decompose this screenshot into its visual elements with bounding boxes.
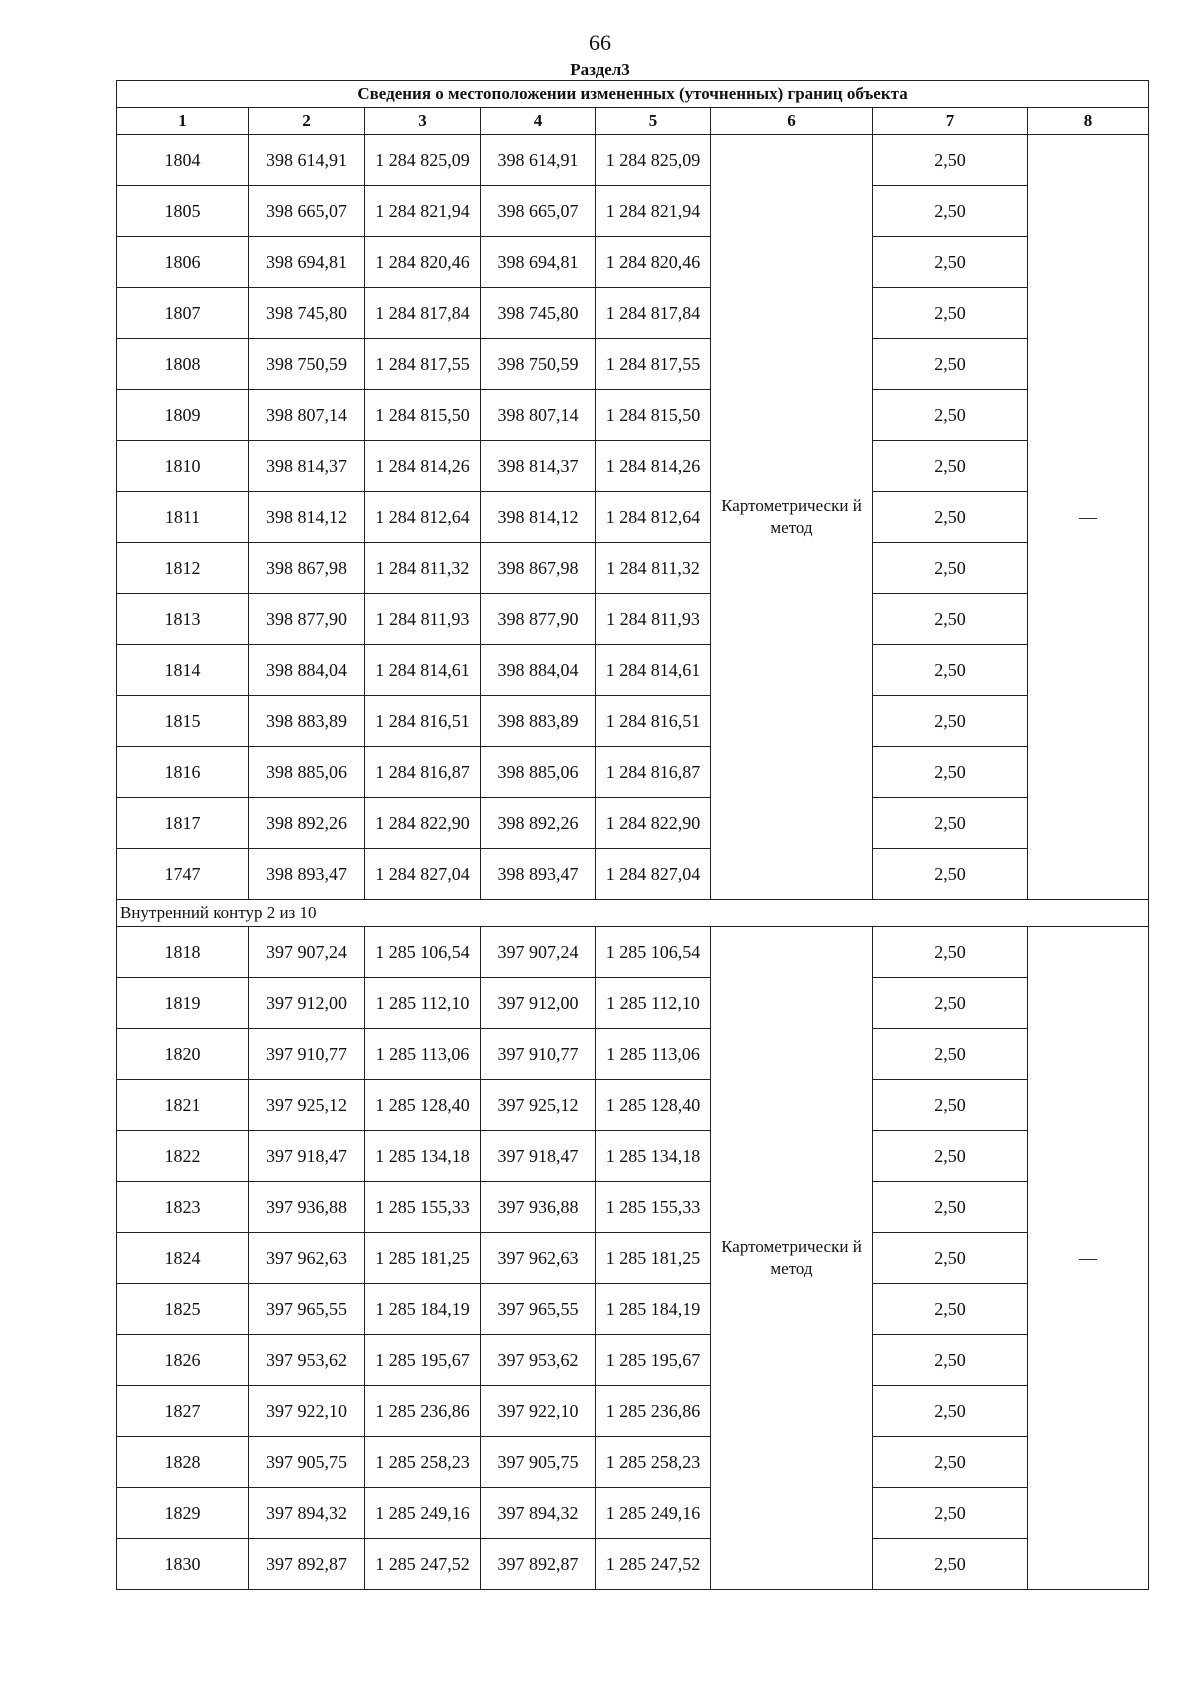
- accuracy-cell: 2,50: [873, 747, 1028, 798]
- note-cell: —: [1028, 927, 1149, 1590]
- y-old-cell: 1 284 816,87: [365, 747, 481, 798]
- x-new-cell: 398 814,37: [481, 441, 596, 492]
- x-new-cell: 397 962,63: [481, 1233, 596, 1284]
- y-new-cell: 1 285 195,67: [596, 1335, 711, 1386]
- point-number-cell: 1814: [117, 645, 249, 696]
- y-new-cell: 1 284 816,51: [596, 696, 711, 747]
- accuracy-cell: 2,50: [873, 1284, 1028, 1335]
- y-old-cell: 1 284 814,61: [365, 645, 481, 696]
- column-number: 3: [365, 108, 481, 135]
- y-new-cell: 1 284 821,94: [596, 186, 711, 237]
- column-number: 6: [711, 108, 873, 135]
- column-number-row: [117, 108, 1149, 135]
- y-old-cell: 1 285 181,25: [365, 1233, 481, 1284]
- table-caption: Сведения о местоположении измененных (уточненных) границ объекта: [117, 81, 1149, 108]
- table-row: [117, 927, 1149, 978]
- table-row: [117, 543, 1149, 594]
- y-new-cell: 1 285 184,19: [596, 1284, 711, 1335]
- accuracy-cell: 2,50: [873, 696, 1028, 747]
- x-old-cell: 398 750,59: [249, 339, 365, 390]
- table-row: [117, 288, 1149, 339]
- y-new-cell: 1 284 811,32: [596, 543, 711, 594]
- table-row: [117, 1233, 1149, 1284]
- accuracy-cell: 2,50: [873, 1437, 1028, 1488]
- point-number-cell: 1807: [117, 288, 249, 339]
- table-row: [117, 798, 1149, 849]
- y-old-cell: 1 284 817,84: [365, 288, 481, 339]
- table-row: [117, 1488, 1149, 1539]
- accuracy-cell: 2,50: [873, 978, 1028, 1029]
- method-cell: Картометрически й метод: [711, 135, 873, 900]
- point-number-cell: 1806: [117, 237, 249, 288]
- x-new-cell: 398 893,47: [481, 849, 596, 900]
- y-new-cell: 1 285 181,25: [596, 1233, 711, 1284]
- x-old-cell: 398 614,91: [249, 135, 365, 186]
- x-new-cell: 398 883,89: [481, 696, 596, 747]
- y-new-cell: 1 284 817,55: [596, 339, 711, 390]
- x-old-cell: 397 965,55: [249, 1284, 365, 1335]
- point-number-cell: 1823: [117, 1182, 249, 1233]
- x-new-cell: 397 910,77: [481, 1029, 596, 1080]
- point-number-cell: 1809: [117, 390, 249, 441]
- accuracy-cell: 2,50: [873, 1029, 1028, 1080]
- accuracy-cell: 2,50: [873, 1182, 1028, 1233]
- y-old-cell: 1 285 247,52: [365, 1539, 481, 1590]
- x-old-cell: 397 894,32: [249, 1488, 365, 1539]
- y-new-cell: 1 285 112,10: [596, 978, 711, 1029]
- accuracy-cell: 2,50: [873, 798, 1028, 849]
- contour-label: Внутренний контур 2 из 10: [117, 900, 1149, 927]
- y-old-cell: 1 285 155,33: [365, 1182, 481, 1233]
- y-new-cell: 1 284 820,46: [596, 237, 711, 288]
- y-old-cell: 1 285 106,54: [365, 927, 481, 978]
- y-old-cell: 1 285 184,19: [365, 1284, 481, 1335]
- x-new-cell: 398 694,81: [481, 237, 596, 288]
- point-number-cell: 1818: [117, 927, 249, 978]
- column-number: 7: [873, 108, 1028, 135]
- x-old-cell: 397 962,63: [249, 1233, 365, 1284]
- accuracy-cell: 2,50: [873, 849, 1028, 900]
- y-old-cell: 1 284 815,50: [365, 390, 481, 441]
- x-old-cell: 397 918,47: [249, 1131, 365, 1182]
- x-old-cell: 398 814,37: [249, 441, 365, 492]
- y-old-cell: 1 284 827,04: [365, 849, 481, 900]
- accuracy-cell: 2,50: [873, 441, 1028, 492]
- point-number-cell: 1830: [117, 1539, 249, 1590]
- y-new-cell: 1 284 825,09: [596, 135, 711, 186]
- y-new-cell: 1 285 134,18: [596, 1131, 711, 1182]
- y-old-cell: 1 284 821,94: [365, 186, 481, 237]
- table-row: [117, 594, 1149, 645]
- point-number-cell: 1829: [117, 1488, 249, 1539]
- boundary-table: [116, 80, 1149, 1590]
- point-number-cell: 1813: [117, 594, 249, 645]
- point-number-cell: 1820: [117, 1029, 249, 1080]
- x-old-cell: 398 867,98: [249, 543, 365, 594]
- y-old-cell: 1 284 822,90: [365, 798, 481, 849]
- x-old-cell: 398 892,26: [249, 798, 365, 849]
- column-number: 1: [117, 108, 249, 135]
- table-row: [117, 1182, 1149, 1233]
- x-old-cell: 397 922,10: [249, 1386, 365, 1437]
- table-row: [117, 441, 1149, 492]
- point-number-cell: 1747: [117, 849, 249, 900]
- y-old-cell: 1 284 814,26: [365, 441, 481, 492]
- x-new-cell: 397 925,12: [481, 1080, 596, 1131]
- accuracy-cell: 2,50: [873, 645, 1028, 696]
- x-old-cell: 398 877,90: [249, 594, 365, 645]
- x-old-cell: 397 905,75: [249, 1437, 365, 1488]
- point-number-cell: 1819: [117, 978, 249, 1029]
- x-new-cell: 398 867,98: [481, 543, 596, 594]
- table-row: [117, 492, 1149, 543]
- point-number-cell: 1812: [117, 543, 249, 594]
- x-new-cell: 398 665,07: [481, 186, 596, 237]
- table-row: [117, 237, 1149, 288]
- note-cell: —: [1028, 135, 1149, 900]
- table-row: [117, 1131, 1149, 1182]
- accuracy-cell: 2,50: [873, 927, 1028, 978]
- column-number: 2: [249, 108, 365, 135]
- y-old-cell: 1 285 258,23: [365, 1437, 481, 1488]
- y-new-cell: 1 284 827,04: [596, 849, 711, 900]
- point-number-cell: 1815: [117, 696, 249, 747]
- accuracy-cell: 2,50: [873, 543, 1028, 594]
- accuracy-cell: 2,50: [873, 186, 1028, 237]
- table-row: [117, 696, 1149, 747]
- accuracy-cell: 2,50: [873, 1488, 1028, 1539]
- point-number-cell: 1825: [117, 1284, 249, 1335]
- table-row: [117, 645, 1149, 696]
- table-row: [117, 747, 1149, 798]
- x-old-cell: 397 925,12: [249, 1080, 365, 1131]
- y-old-cell: 1 284 820,46: [365, 237, 481, 288]
- x-old-cell: 397 907,24: [249, 927, 365, 978]
- accuracy-cell: 2,50: [873, 288, 1028, 339]
- y-new-cell: 1 285 128,40: [596, 1080, 711, 1131]
- point-number-cell: 1817: [117, 798, 249, 849]
- y-new-cell: 1 285 236,86: [596, 1386, 711, 1437]
- x-new-cell: 398 877,90: [481, 594, 596, 645]
- contour-label-row: [117, 900, 1149, 927]
- x-old-cell: 398 745,80: [249, 288, 365, 339]
- point-number-cell: 1822: [117, 1131, 249, 1182]
- accuracy-cell: 2,50: [873, 1233, 1028, 1284]
- x-old-cell: 397 910,77: [249, 1029, 365, 1080]
- accuracy-cell: 2,50: [873, 237, 1028, 288]
- x-new-cell: 398 892,26: [481, 798, 596, 849]
- accuracy-cell: 2,50: [873, 1080, 1028, 1131]
- y-old-cell: 1 285 195,67: [365, 1335, 481, 1386]
- accuracy-cell: 2,50: [873, 390, 1028, 441]
- column-number: 4: [481, 108, 596, 135]
- x-new-cell: 397 912,00: [481, 978, 596, 1029]
- y-old-cell: 1 284 811,32: [365, 543, 481, 594]
- x-old-cell: 397 953,62: [249, 1335, 365, 1386]
- y-new-cell: 1 284 817,84: [596, 288, 711, 339]
- x-new-cell: 397 953,62: [481, 1335, 596, 1386]
- column-number: 8: [1028, 108, 1149, 135]
- x-new-cell: 398 807,14: [481, 390, 596, 441]
- table-row: [117, 1335, 1149, 1386]
- y-new-cell: 1 285 113,06: [596, 1029, 711, 1080]
- table-body: [117, 135, 1149, 1590]
- y-old-cell: 1 285 112,10: [365, 978, 481, 1029]
- point-number-cell: 1810: [117, 441, 249, 492]
- table-row: [117, 1437, 1149, 1488]
- x-old-cell: 397 892,87: [249, 1539, 365, 1590]
- y-old-cell: 1 285 113,06: [365, 1029, 481, 1080]
- section-title: Раздел3: [570, 60, 630, 79]
- table-row: [117, 186, 1149, 237]
- x-new-cell: 397 965,55: [481, 1284, 596, 1335]
- x-old-cell: 398 814,12: [249, 492, 365, 543]
- accuracy-cell: 2,50: [873, 1539, 1028, 1590]
- x-new-cell: 397 936,88: [481, 1182, 596, 1233]
- accuracy-cell: 2,50: [873, 135, 1028, 186]
- point-number-cell: 1824: [117, 1233, 249, 1284]
- accuracy-cell: 2,50: [873, 1335, 1028, 1386]
- y-new-cell: 1 285 258,23: [596, 1437, 711, 1488]
- y-old-cell: 1 284 817,55: [365, 339, 481, 390]
- y-new-cell: 1 284 816,87: [596, 747, 711, 798]
- y-new-cell: 1 285 249,16: [596, 1488, 711, 1539]
- table-row: [117, 390, 1149, 441]
- x-new-cell: 397 907,24: [481, 927, 596, 978]
- point-number-cell: 1805: [117, 186, 249, 237]
- accuracy-cell: 2,50: [873, 1386, 1028, 1437]
- x-new-cell: 398 885,06: [481, 747, 596, 798]
- page-number: 66: [589, 30, 611, 55]
- y-old-cell: 1 285 128,40: [365, 1080, 481, 1131]
- accuracy-cell: 2,50: [873, 492, 1028, 543]
- table-row: [117, 1539, 1149, 1590]
- point-number-cell: 1827: [117, 1386, 249, 1437]
- table-row: [117, 1386, 1149, 1437]
- x-new-cell: 398 745,80: [481, 288, 596, 339]
- point-number-cell: 1808: [117, 339, 249, 390]
- x-new-cell: 397 894,32: [481, 1488, 596, 1539]
- y-old-cell: 1 284 812,64: [365, 492, 481, 543]
- y-new-cell: 1 284 811,93: [596, 594, 711, 645]
- y-new-cell: 1 285 106,54: [596, 927, 711, 978]
- accuracy-cell: 2,50: [873, 594, 1028, 645]
- table-row: [117, 135, 1149, 186]
- x-old-cell: 397 912,00: [249, 978, 365, 1029]
- point-number-cell: 1826: [117, 1335, 249, 1386]
- x-old-cell: 398 694,81: [249, 237, 365, 288]
- accuracy-cell: 2,50: [873, 339, 1028, 390]
- y-old-cell: 1 284 811,93: [365, 594, 481, 645]
- y-new-cell: 1 284 822,90: [596, 798, 711, 849]
- x-new-cell: 398 750,59: [481, 339, 596, 390]
- y-old-cell: 1 285 236,86: [365, 1386, 481, 1437]
- table-row: [117, 978, 1149, 1029]
- x-old-cell: 398 893,47: [249, 849, 365, 900]
- table-row: [117, 1080, 1149, 1131]
- x-new-cell: 397 922,10: [481, 1386, 596, 1437]
- point-number-cell: 1804: [117, 135, 249, 186]
- y-new-cell: 1 284 814,26: [596, 441, 711, 492]
- x-old-cell: 398 883,89: [249, 696, 365, 747]
- x-new-cell: 398 614,91: [481, 135, 596, 186]
- x-old-cell: 398 807,14: [249, 390, 365, 441]
- x-new-cell: 398 814,12: [481, 492, 596, 543]
- x-old-cell: 398 665,07: [249, 186, 365, 237]
- table-row: [117, 849, 1149, 900]
- y-new-cell: 1 285 247,52: [596, 1539, 711, 1590]
- table-row: [117, 1284, 1149, 1335]
- y-old-cell: 1 285 134,18: [365, 1131, 481, 1182]
- accuracy-cell: 2,50: [873, 1131, 1028, 1182]
- column-number: 5: [596, 108, 711, 135]
- x-new-cell: 398 884,04: [481, 645, 596, 696]
- x-new-cell: 397 905,75: [481, 1437, 596, 1488]
- y-new-cell: 1 285 155,33: [596, 1182, 711, 1233]
- point-number-cell: 1811: [117, 492, 249, 543]
- x-new-cell: 397 892,87: [481, 1539, 596, 1590]
- y-old-cell: 1 285 249,16: [365, 1488, 481, 1539]
- table-row: [117, 1029, 1149, 1080]
- y-old-cell: 1 284 825,09: [365, 135, 481, 186]
- x-new-cell: 397 918,47: [481, 1131, 596, 1182]
- y-new-cell: 1 284 815,50: [596, 390, 711, 441]
- y-old-cell: 1 284 816,51: [365, 696, 481, 747]
- y-new-cell: 1 284 812,64: [596, 492, 711, 543]
- y-new-cell: 1 284 814,61: [596, 645, 711, 696]
- table-row: [117, 339, 1149, 390]
- x-old-cell: 397 936,88: [249, 1182, 365, 1233]
- point-number-cell: 1816: [117, 747, 249, 798]
- x-old-cell: 398 884,04: [249, 645, 365, 696]
- x-old-cell: 398 885,06: [249, 747, 365, 798]
- method-cell: Картометрически й метод: [711, 927, 873, 1590]
- point-number-cell: 1821: [117, 1080, 249, 1131]
- point-number-cell: 1828: [117, 1437, 249, 1488]
